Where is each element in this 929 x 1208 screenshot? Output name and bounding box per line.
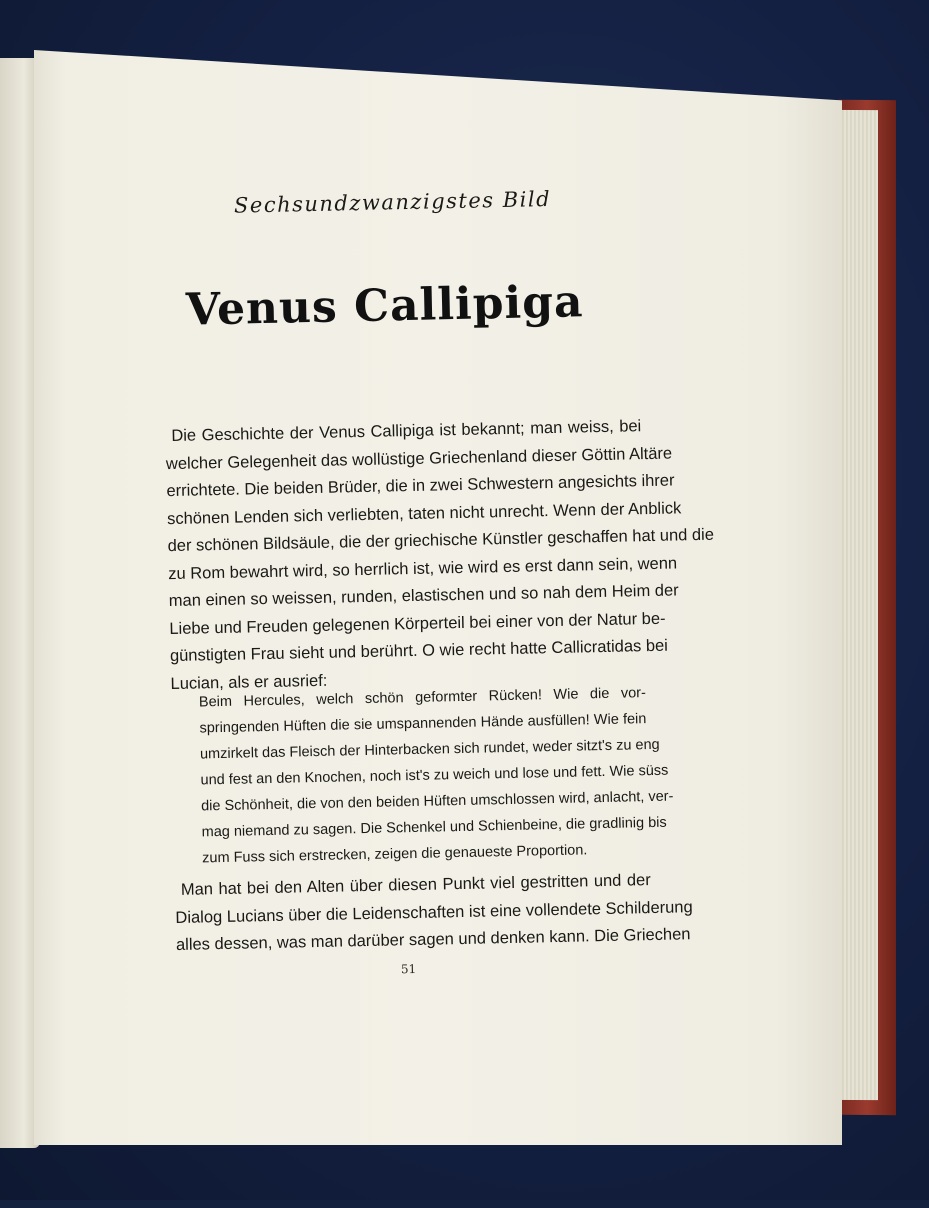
text-line: schönen Lenden sich verliebten, taten nicht unrecht. Wenn der Anblick	[166, 498, 682, 528]
text-line: Lucian, als er ausrief:	[170, 671, 328, 693]
paragraph-2	[175, 867, 693, 959]
block-quote	[198, 680, 674, 871]
paragraph-1	[165, 413, 715, 698]
text-line: günstigten Frau sieht und berührt. O wie recht hatte Callicratidas bei	[169, 636, 669, 666]
text-line: errichtete. Die beiden Brüder, die in zwei Schwestern angesichts ihrer	[166, 471, 675, 501]
text-line: der schönen Bildsäule, die der griechische Künstler geschaffen hat und die	[167, 525, 715, 556]
quote-line: springenden Hüften die sie umspannenden Hände ausfüllen! Wie fein	[199, 711, 647, 737]
quote-line: mag niemand zu sagen. Die Schenkel und Schienbeine, die gradlinig bis	[201, 814, 667, 841]
quote-line: die Schönheit, die von den beiden Hüften umschlossen wird, anlacht, ver-	[200, 788, 674, 815]
text-line: Die Geschichte der Venus Callipiga ist bekannt; man weiss, bei	[171, 417, 642, 445]
text-line: welcher Gelegenheit das wollüstige Griechenland dieser Göttin Altäre	[165, 443, 673, 473]
chapter-label: Sechsundzwanzigstes Bild	[233, 186, 552, 218]
text-line: man einen so weissen, runden, elastischen und so nah dem Heim der	[168, 581, 679, 611]
text-line: alles dessen, was man darüber sagen und denken kann. Die Griechen	[175, 925, 691, 954]
quote-line: und fest an den Knochen, noch ist's zu weich und lose und fett. Wie süss	[200, 762, 669, 789]
page-number: 51	[400, 961, 417, 977]
text-line: zu Rom bewahrt wird, so herrlich ist, wie wird es erst dann sein, wenn	[168, 553, 678, 583]
quote-line: umzirkelt das Fleisch der Hinterbacken sich rundet, weder sitzt's zu eng	[199, 736, 660, 763]
text-line: Man hat bei den Alten über diesen Punkt viel gestritten und der	[180, 871, 651, 899]
text-line: Dialog Lucians über die Leidenschaften ist eine vollendete Schilderung	[175, 897, 693, 927]
page-title: Venus Callipiga	[185, 276, 584, 336]
text-line: Liebe und Freuden gelegenen Körperteil bei einer von der Natur be-	[169, 609, 666, 638]
quote-line: Beim Hercules, welch schön geformter Rücken! Wie die vor-	[198, 685, 647, 711]
quote-line: zum Fuss sich erstrecken, zeigen die genaueste Proportion.	[202, 842, 588, 867]
